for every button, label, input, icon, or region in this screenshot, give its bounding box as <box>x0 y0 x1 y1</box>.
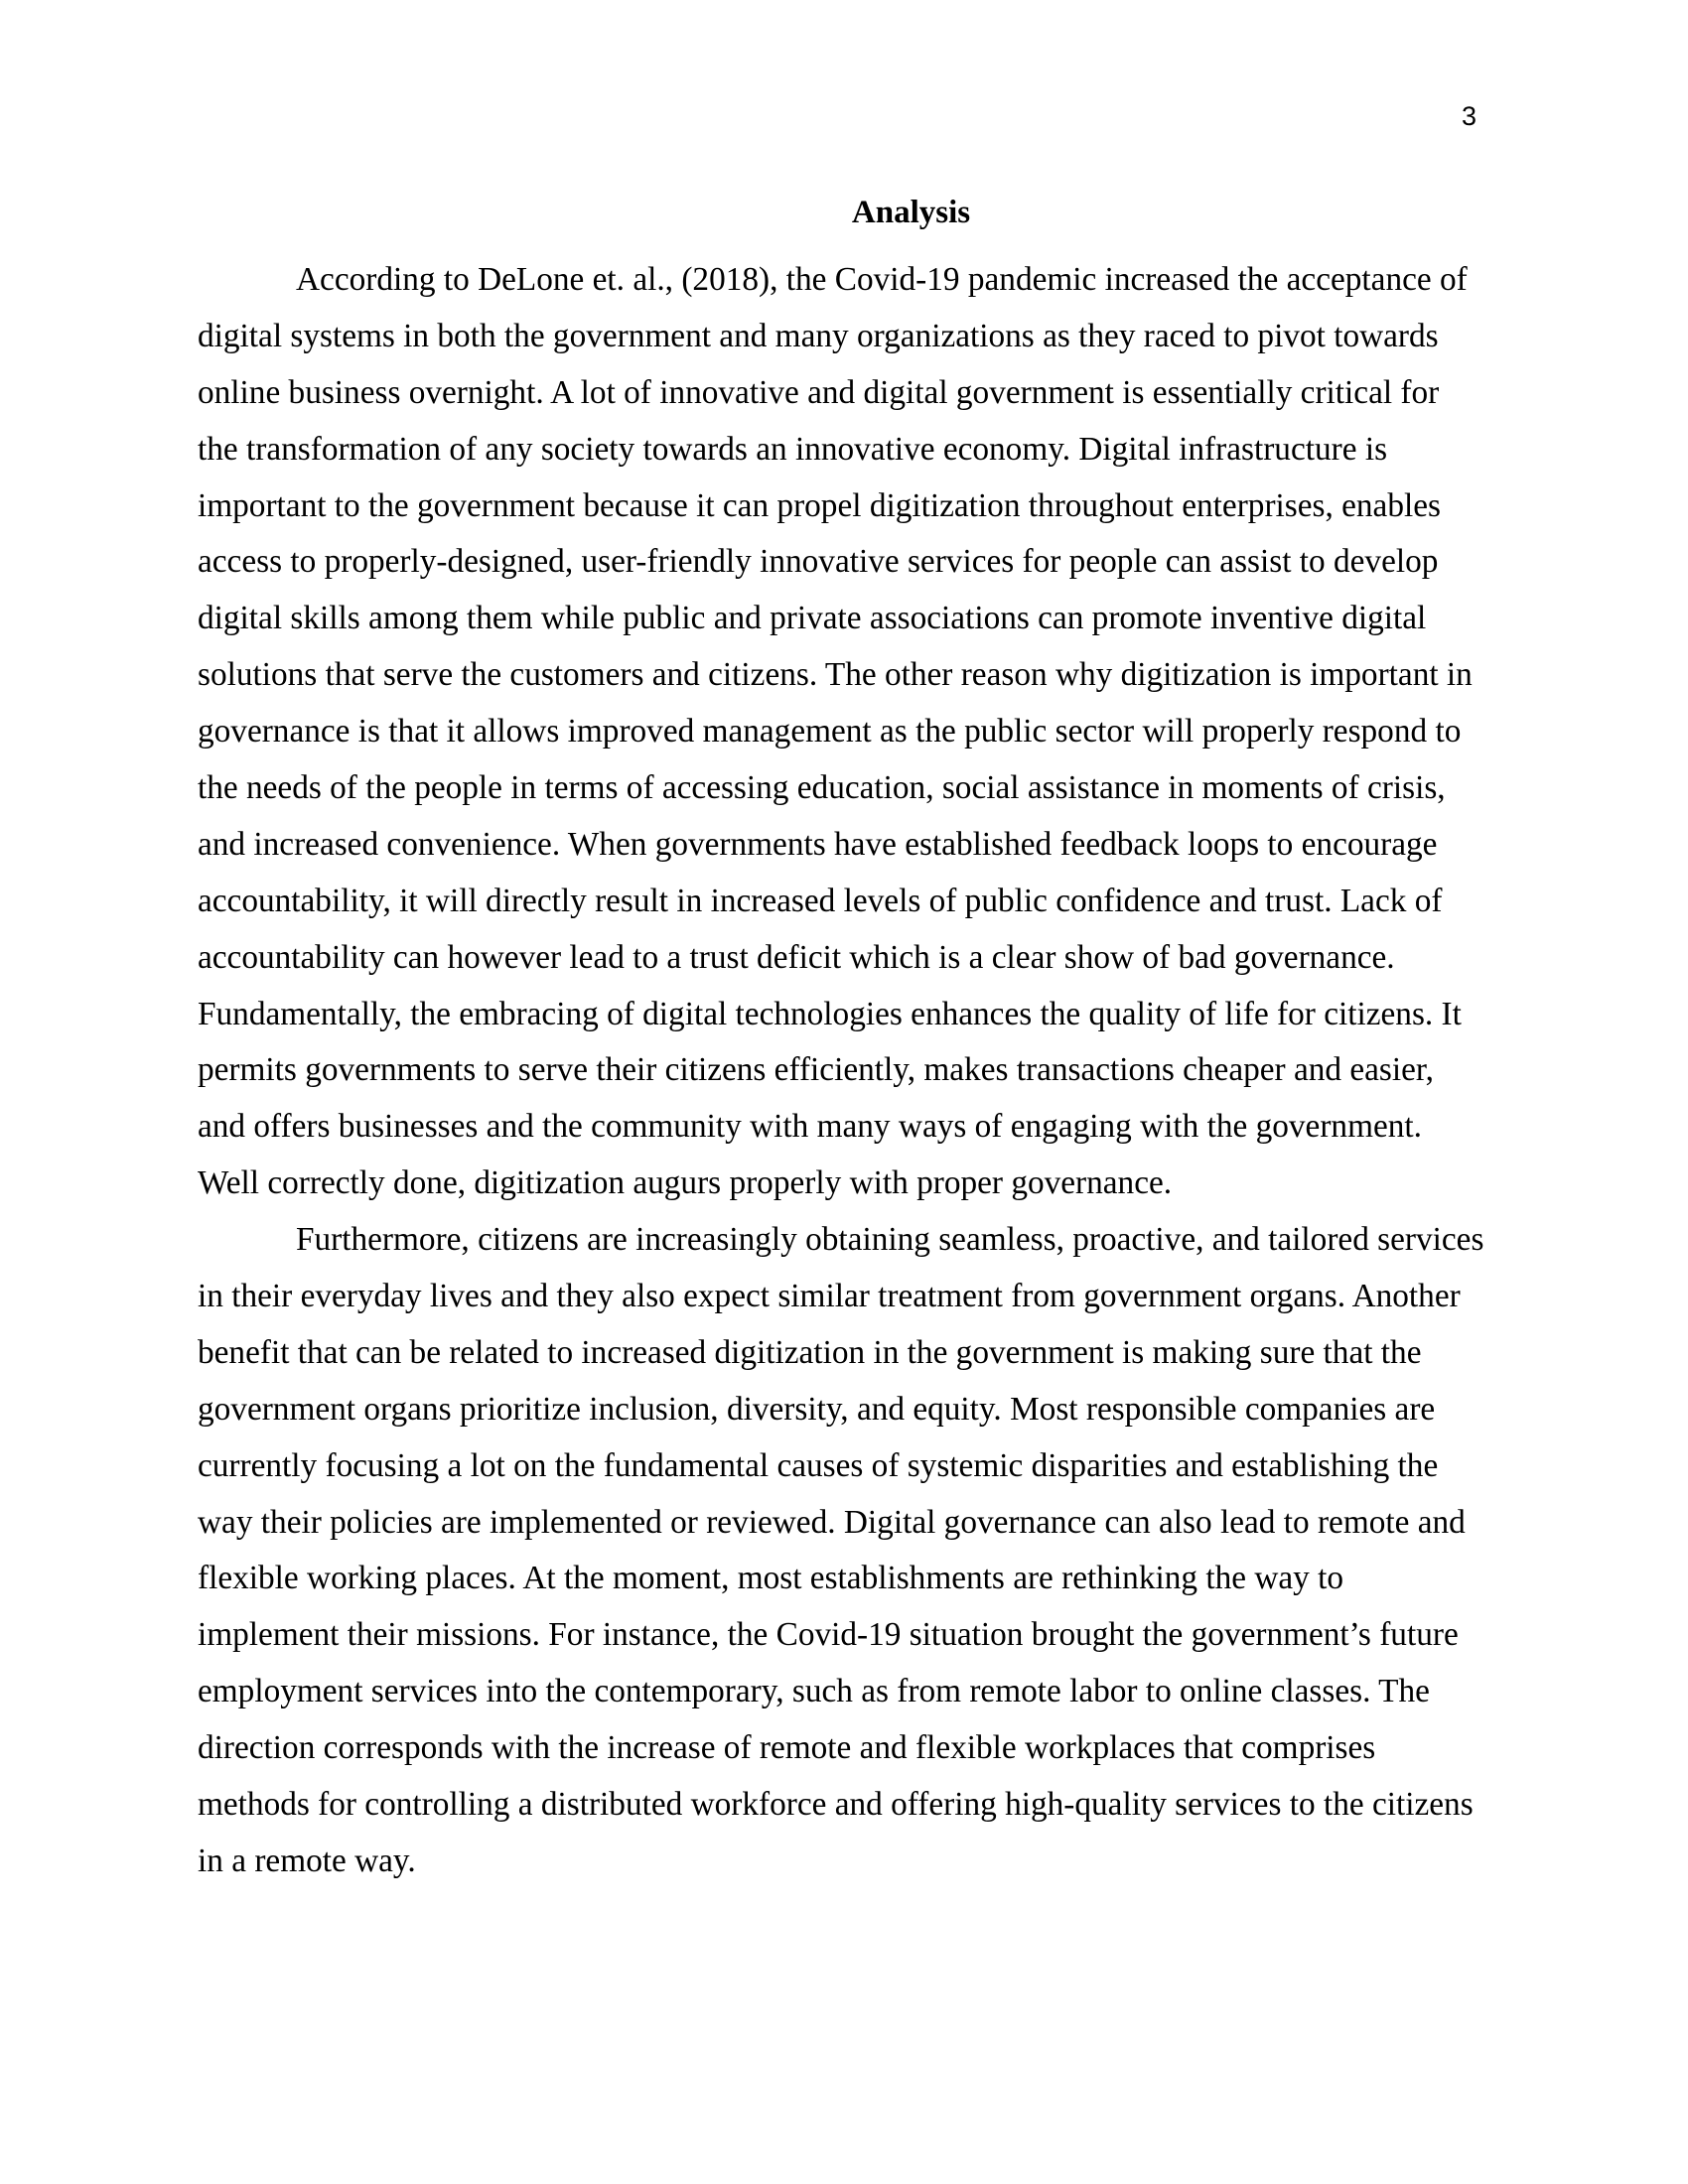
paragraph-1-line: digital systems in both the government and many organizations as they raced to pivot towards <box>198 317 1439 354</box>
paragraph-1-line: permits governments to serve their citizens efficiently, makes transactions cheaper and easier, <box>198 1051 1434 1089</box>
paragraph-1-line: and offers businesses and the community with many ways of engaging with the government. <box>198 1108 1422 1146</box>
paragraph-2-line: way their policies are implemented or reviewed. Digital governance can also lead to remote and <box>198 1503 1466 1541</box>
paragraph-2-line: direction corresponds with the increase of remote and flexible workplaces that comprises <box>198 1729 1376 1767</box>
paragraph-1-line: accountability, it will directly result in increased levels of public confidence and trust. Lack of <box>198 882 1443 919</box>
paragraph-1-line: digital skills among them while public and private associations can promote inventive digital <box>198 600 1427 637</box>
paragraph-2-line: benefit that can be related to increased digitization in the government is making sure that the <box>198 1333 1422 1371</box>
paragraph-2-line: implement their missions. For instance, the Covid-19 situation brought the government’s future <box>198 1616 1459 1654</box>
paragraph-1-line: the needs of the people in terms of accessing education, social assistance in moments of crisis, <box>198 769 1446 807</box>
paragraph-1-line: solutions that serve the customers and citizens. The other reason why digitization is important in <box>198 656 1473 694</box>
paragraph-1-line: the transformation of any society towards an innovative economy. Digital infrastructure is <box>198 430 1388 468</box>
paragraph-2-line: in their everyday lives and they also expect similar treatment from government organs. Another <box>198 1278 1461 1315</box>
paragraph-1-line: According to DeLone et. al., (2018), the Covid-19 pandemic increased the acceptance of <box>296 261 1468 298</box>
page-number: 3 <box>1461 101 1477 131</box>
paragraph-2-line: in a remote way. <box>198 1842 416 1879</box>
paragraph-1-line: and increased convenience. When governments have established feedback loops to encourage <box>198 825 1438 863</box>
paragraph-2-line: government organs prioritize inclusion, diversity, and equity. Most responsible companies are <box>198 1390 1436 1428</box>
paragraph-1-line: online business overnight. A lot of innovative and digital government is essentially critical for <box>198 373 1440 411</box>
document-body <box>198 258 1488 1896</box>
paragraph-1-line: Fundamentally, the embracing of digital technologies enhances the quality of life for citizens. It <box>198 995 1462 1032</box>
paragraph-2-line: currently focusing a lot on the fundamental causes of systemic disparities and establishing the <box>198 1446 1439 1484</box>
paragraph-2-line: flexible working places. At the moment, most establishments are rethinking the way to <box>198 1560 1344 1597</box>
paragraph-2-line: methods for controlling a distributed workforce and offering high-quality services to the citizens <box>198 1786 1474 1824</box>
paragraph-2-line: employment services into the contemporary, such as from remote labor to online classes. The <box>198 1673 1430 1710</box>
paragraph-1-line: accountability can however lead to a trust deficit which is a clear show of bad governance. <box>198 938 1395 976</box>
paragraph-1-line: important to the government because it can propel digitization throughout enterprises, enables <box>198 486 1441 524</box>
section-heading: Analysis <box>851 195 971 230</box>
paragraph-2-line: Furthermore, citizens are increasingly obtaining seamless, proactive, and tailored services <box>296 1221 1484 1259</box>
paragraph-1-line: access to properly-designed, user-friendly innovative services for people can assist to develop <box>198 543 1439 581</box>
paragraph-1-line: governance is that it allows improved management as the public sector will properly respond to <box>198 713 1462 751</box>
paragraph-1-line: Well correctly done, digitization augurs properly with proper governance. <box>198 1164 1173 1202</box>
